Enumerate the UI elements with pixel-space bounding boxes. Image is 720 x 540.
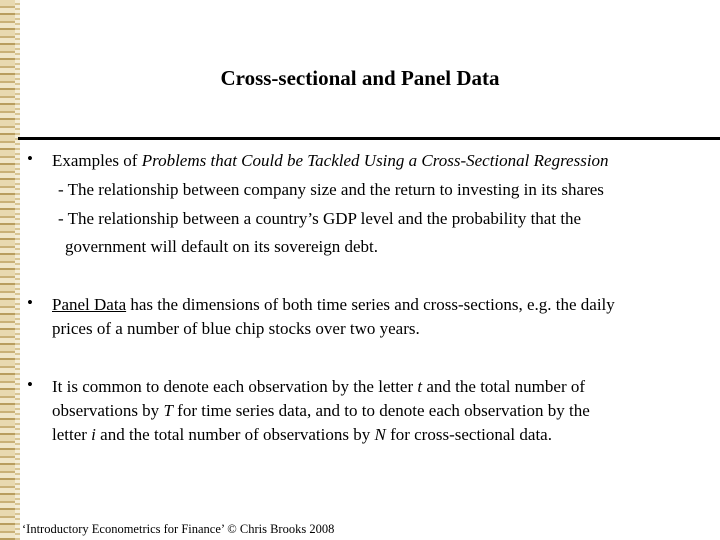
bullet-marker-3: • — [27, 375, 33, 394]
bullet-marker-1: • — [27, 149, 33, 168]
panel-data-term: Panel Data — [52, 295, 127, 314]
bullet-2-line-2: prices of a number of blue chip stocks over two years. — [52, 319, 420, 338]
bullet-3-line-3-b: and the total number of observations by — [95, 425, 375, 444]
title-divider — [18, 137, 720, 140]
bullet-3-line-1-a: It is common to denote each observation by the letter — [52, 377, 418, 396]
bullet-3-line-2 — [52, 399, 590, 423]
bullet-1-line-1 — [52, 149, 609, 173]
bullet-3-line-1 — [52, 375, 585, 399]
bullet-1-sub-line-3: government will default on its sovereign debt. — [65, 237, 379, 256]
bullet-1-italic-phrase: Problems that Could be Tackled Using a Cross-Sectional Regression — [141, 151, 609, 170]
symbol-t: t — [417, 377, 423, 396]
symbol-N: N — [374, 425, 386, 444]
bullet-1-prefix: Examples of — [52, 151, 142, 170]
bullet-3-line-3-c: for cross-sectional data. — [385, 425, 552, 444]
bullet-2-line-1-rest: has the dimensions of both time series and cross-sections, e.g. the daily — [126, 295, 615, 314]
bullet-1-sub-line-2: - The relationship between a country’s GDP level and the probability that the — [58, 209, 582, 228]
slide-title: Cross-sectional and Panel Data — [220, 66, 500, 90]
bullet-1-sub-line-1: - The relationship between company size and the return to investing in its shares — [58, 180, 604, 199]
slide-footer: ‘Introductory Econometrics for Finance’ © Chris Brooks 2008 — [22, 522, 335, 536]
bullet-marker-2: • — [27, 293, 33, 312]
bullet-3-line-3-a: letter — [52, 425, 92, 444]
bullet-3-line-3 — [52, 423, 552, 447]
bullet-2-line-1 — [52, 293, 615, 317]
bullet-3-line-1-b: and the total number of — [422, 377, 586, 396]
bullet-3-line-2-b: for time series data, and to to denote each observation by the — [172, 401, 590, 420]
bullet-3-line-2-a: observations by — [52, 401, 164, 420]
symbol-T: T — [163, 401, 173, 420]
symbol-i: i — [91, 425, 96, 444]
